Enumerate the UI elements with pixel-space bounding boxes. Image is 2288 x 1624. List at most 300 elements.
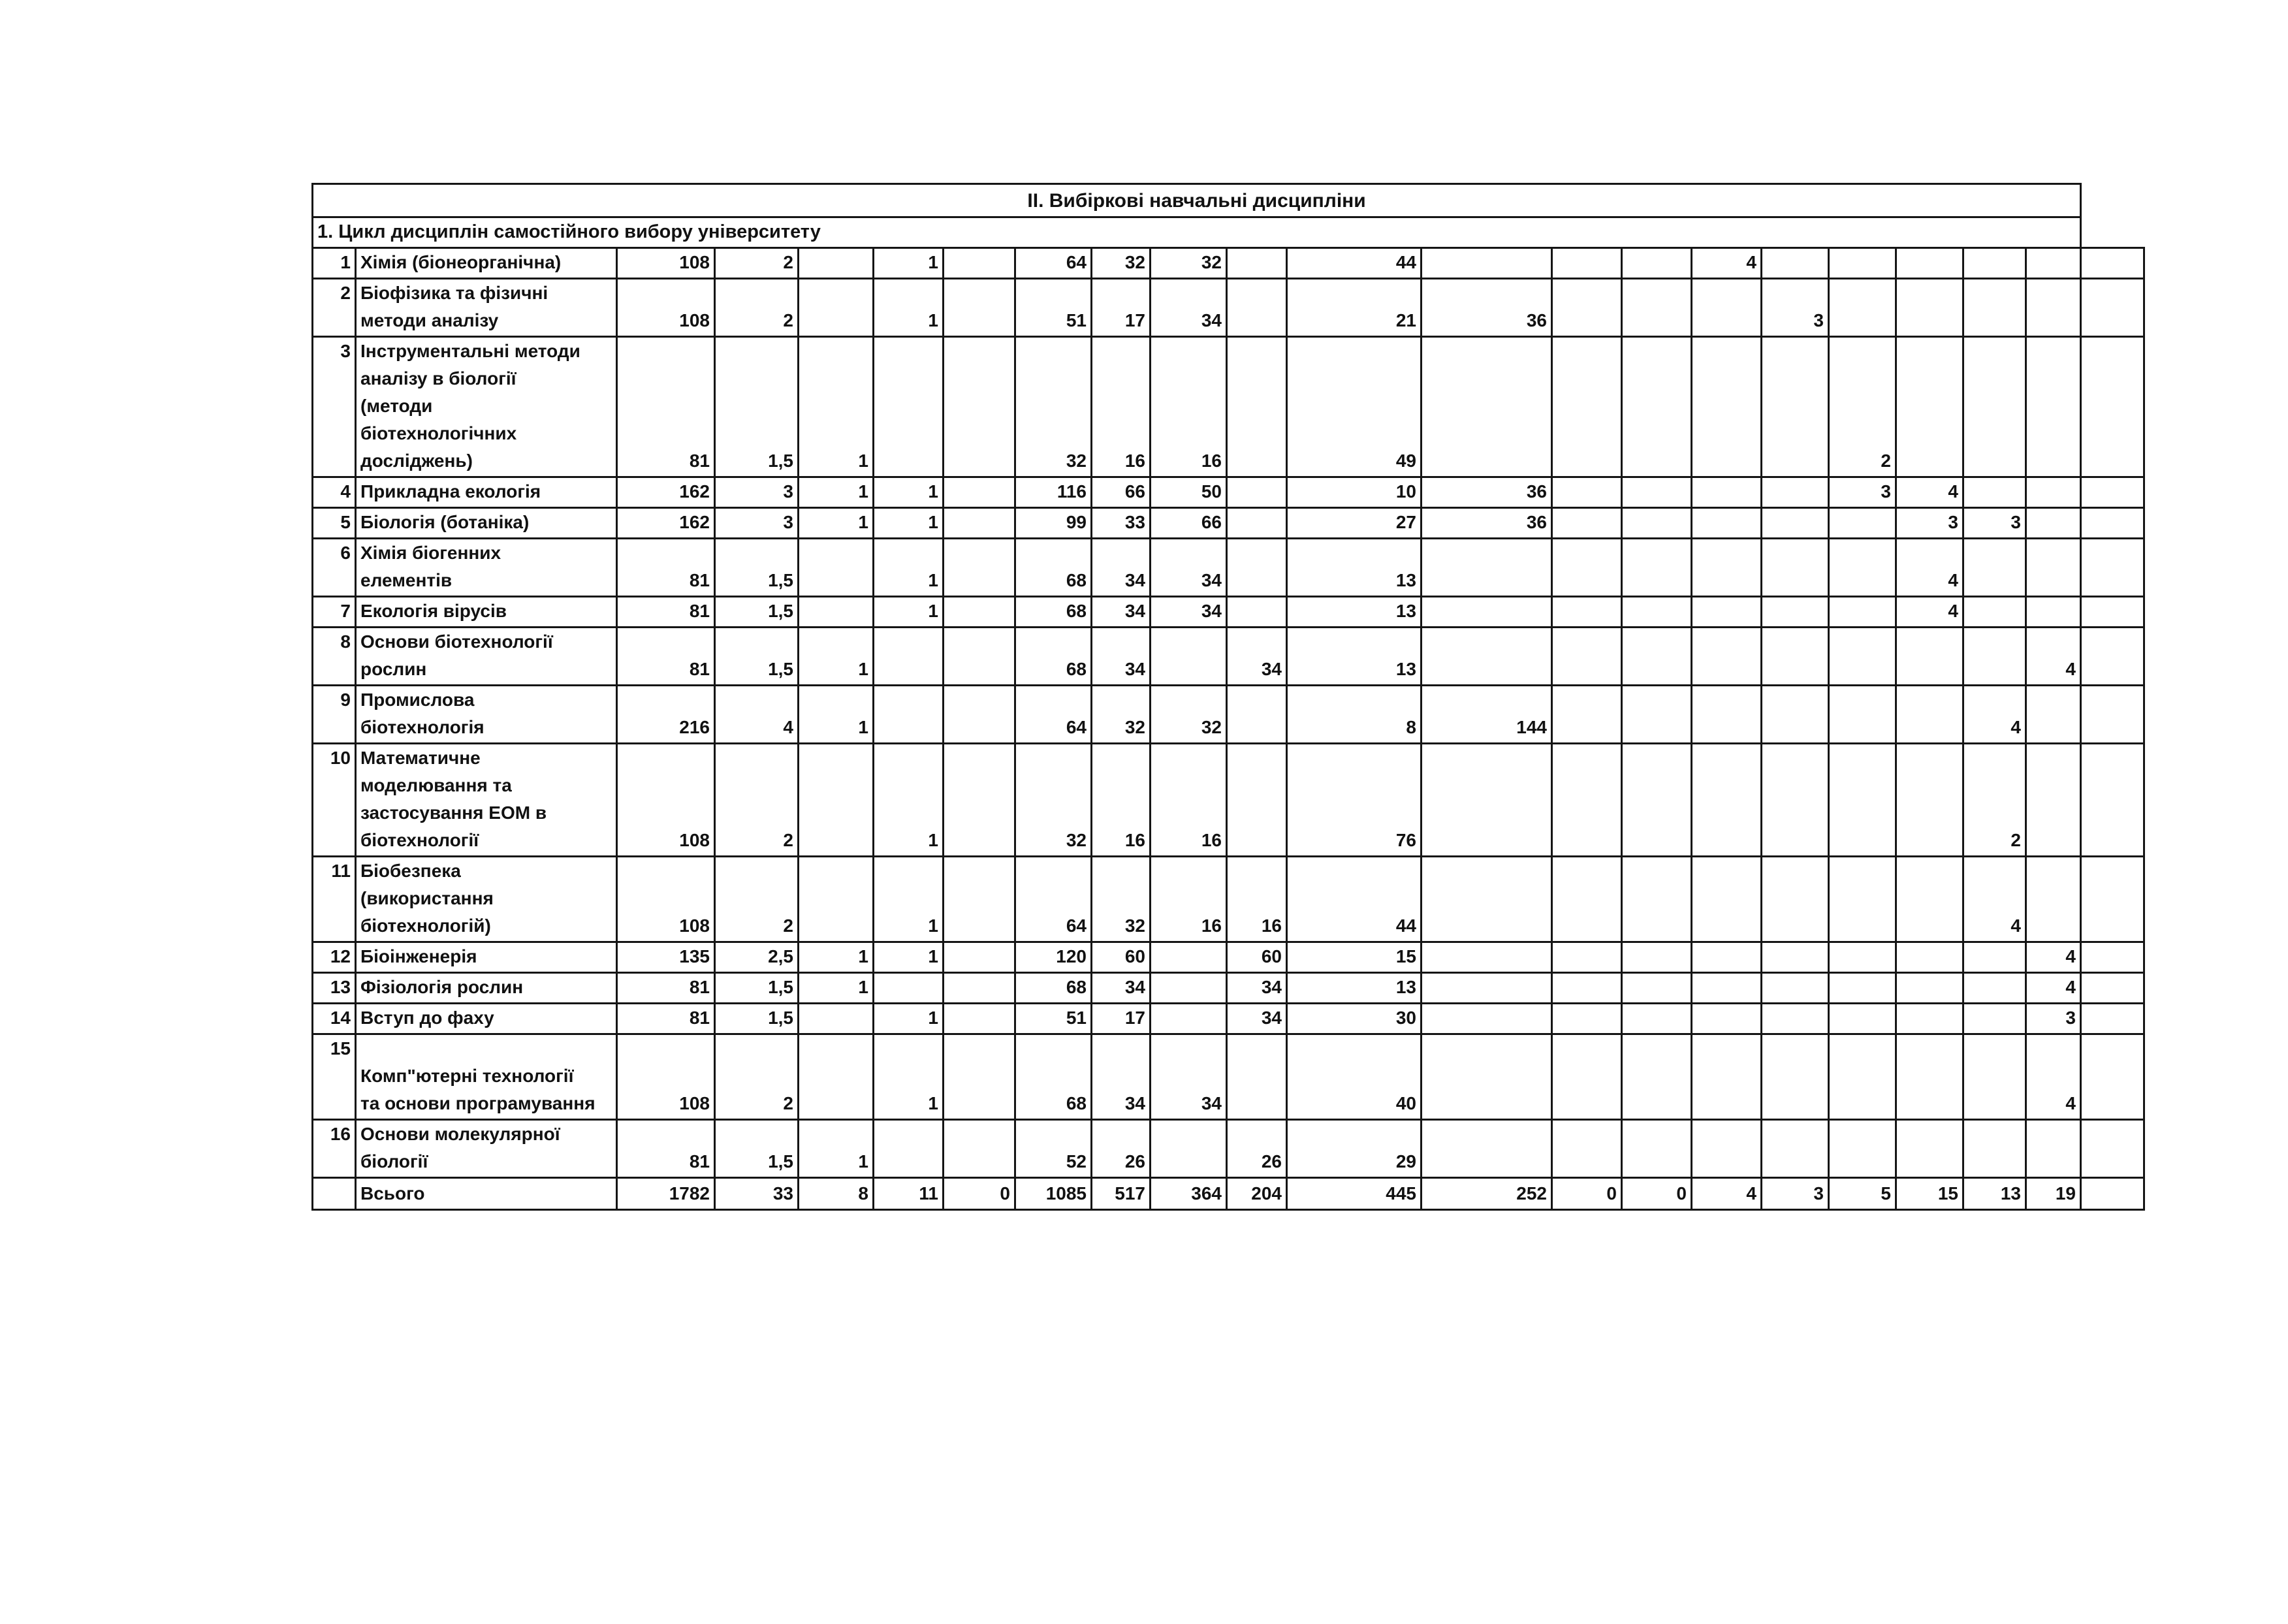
total-value: 13 bbox=[1963, 1178, 2026, 1210]
cell-value: 81 bbox=[617, 628, 715, 686]
total-value: 252 bbox=[1422, 1178, 1552, 1210]
cell-value bbox=[2026, 279, 2081, 337]
cell-value bbox=[1552, 1034, 1622, 1120]
cell-value bbox=[1552, 508, 1622, 539]
cell-value bbox=[2026, 477, 2081, 508]
cell-value: 49 bbox=[1287, 337, 1422, 477]
cell-value bbox=[1622, 973, 1692, 1004]
cell-value bbox=[1692, 1004, 1762, 1034]
pad-cell bbox=[2081, 539, 2144, 597]
cell-value bbox=[1552, 539, 1622, 597]
cell-value: 81 bbox=[617, 597, 715, 628]
cell-value bbox=[1692, 337, 1762, 477]
cell-value bbox=[1692, 508, 1762, 539]
row-number: 1 bbox=[313, 248, 356, 279]
table-row bbox=[313, 1120, 2144, 1178]
cell-value bbox=[799, 744, 874, 857]
row-number: 16 bbox=[313, 1120, 356, 1178]
cell-value: 26 bbox=[1227, 1120, 1287, 1178]
cell-value: 17 bbox=[1092, 279, 1151, 337]
cell-value: 34 bbox=[1151, 597, 1227, 628]
cell-value: 4 bbox=[2026, 942, 2081, 973]
cell-value bbox=[1151, 628, 1227, 686]
cell-value: 51 bbox=[1015, 1004, 1092, 1034]
cell-value bbox=[1692, 942, 1762, 973]
cell-value bbox=[1963, 337, 2026, 477]
total-value: 5 bbox=[1829, 1178, 1896, 1210]
cell-value: 1 bbox=[874, 1004, 944, 1034]
cell-value bbox=[2026, 597, 2081, 628]
cell-value: 13 bbox=[1287, 597, 1422, 628]
cell-value bbox=[874, 1120, 944, 1178]
cell-value bbox=[1829, 1034, 1896, 1120]
pad-cell bbox=[2081, 248, 2144, 279]
cell-value: 34 bbox=[1092, 1034, 1151, 1120]
cell-value: 17 bbox=[1092, 1004, 1151, 1034]
cell-value bbox=[874, 686, 944, 744]
cell-value bbox=[1762, 942, 1829, 973]
cell-value: 34 bbox=[1227, 628, 1287, 686]
cell-value bbox=[1963, 942, 2026, 973]
total-value: 33 bbox=[715, 1178, 799, 1210]
cell-value bbox=[1552, 628, 1622, 686]
row-number: 3 bbox=[313, 337, 356, 477]
cell-value: 2 bbox=[1829, 337, 1896, 477]
total-value: 1782 bbox=[617, 1178, 715, 1210]
cell-value: 216 bbox=[617, 686, 715, 744]
cell-value bbox=[799, 248, 874, 279]
cell-value bbox=[1692, 539, 1762, 597]
pad-cell bbox=[2081, 477, 2144, 508]
discipline-name: Інструментальні методи аналізу в біології (методи біотехнологічних досліджень) bbox=[356, 337, 617, 477]
cell-value: 64 bbox=[1015, 686, 1092, 744]
cell-value: 64 bbox=[1015, 857, 1092, 942]
cell-value bbox=[1963, 279, 2026, 337]
cell-value: 108 bbox=[617, 857, 715, 942]
cell-value: 34 bbox=[1092, 628, 1151, 686]
cell-value bbox=[1552, 686, 1622, 744]
cell-value bbox=[1227, 279, 1287, 337]
cell-value: 34 bbox=[1227, 1004, 1287, 1034]
cell-value: 13 bbox=[1287, 628, 1422, 686]
total-empty-cell bbox=[313, 1178, 356, 1210]
total-value: 11 bbox=[874, 1178, 944, 1210]
cell-value: 30 bbox=[1287, 1004, 1422, 1034]
cell-value: 108 bbox=[617, 279, 715, 337]
cell-value: 34 bbox=[1151, 539, 1227, 597]
cell-value: 81 bbox=[617, 1004, 715, 1034]
cell-value: 50 bbox=[1151, 477, 1227, 508]
cell-value bbox=[1552, 248, 1622, 279]
cell-value bbox=[874, 337, 944, 477]
cell-value bbox=[1422, 857, 1552, 942]
cell-value: 3 bbox=[2026, 1004, 2081, 1034]
cell-value bbox=[1692, 279, 1762, 337]
cell-value bbox=[799, 857, 874, 942]
cell-value: 3 bbox=[715, 477, 799, 508]
cell-value bbox=[1896, 686, 1963, 744]
table-row bbox=[313, 628, 2144, 686]
cell-value bbox=[1422, 973, 1552, 1004]
pad-cell bbox=[2081, 1034, 2144, 1120]
cell-value: 36 bbox=[1422, 477, 1552, 508]
pad-cell bbox=[2081, 337, 2144, 477]
cell-value bbox=[944, 857, 1015, 942]
cell-value bbox=[944, 279, 1015, 337]
cell-value bbox=[1552, 1120, 1622, 1178]
cell-value bbox=[1896, 973, 1963, 1004]
table-row bbox=[313, 597, 2144, 628]
pad-cell bbox=[2081, 942, 2144, 973]
cell-value bbox=[944, 942, 1015, 973]
cell-value bbox=[1829, 597, 1896, 628]
cell-value bbox=[1151, 942, 1227, 973]
cell-value bbox=[1227, 686, 1287, 744]
cell-value bbox=[1422, 337, 1552, 477]
cell-value bbox=[944, 1004, 1015, 1034]
cell-value bbox=[1622, 1120, 1692, 1178]
cell-value bbox=[1422, 942, 1552, 973]
cell-value bbox=[1552, 973, 1622, 1004]
cell-value bbox=[1692, 597, 1762, 628]
discipline-name: Математичне моделювання та застосування ЕОМ в біотехнології bbox=[356, 744, 617, 857]
cell-value: 1 bbox=[874, 539, 944, 597]
cell-value: 120 bbox=[1015, 942, 1092, 973]
cell-value bbox=[1422, 744, 1552, 857]
cell-value: 32 bbox=[1151, 248, 1227, 279]
row-number: 5 bbox=[313, 508, 356, 539]
table-row bbox=[313, 337, 2144, 477]
discipline-name: Основи біотехнології рослин bbox=[356, 628, 617, 686]
row-number: 4 bbox=[313, 477, 356, 508]
cell-value: 13 bbox=[1287, 539, 1422, 597]
cell-value bbox=[1227, 744, 1287, 857]
row-number: 14 bbox=[313, 1004, 356, 1034]
row-number: 9 bbox=[313, 686, 356, 744]
cell-value: 1,5 bbox=[715, 628, 799, 686]
table-row bbox=[313, 942, 2144, 973]
cell-value bbox=[944, 248, 1015, 279]
cell-value: 1 bbox=[874, 942, 944, 973]
cell-value bbox=[1622, 942, 1692, 973]
cell-value bbox=[1762, 1034, 1829, 1120]
pad-cell bbox=[2081, 857, 2144, 942]
cell-value: 3 bbox=[715, 508, 799, 539]
cell-value: 1 bbox=[874, 508, 944, 539]
table-row bbox=[313, 744, 2144, 857]
cell-value: 1,5 bbox=[715, 1004, 799, 1034]
cell-value bbox=[1692, 686, 1762, 744]
cell-value: 27 bbox=[1287, 508, 1422, 539]
cell-value bbox=[1829, 686, 1896, 744]
cell-value bbox=[1692, 1034, 1762, 1120]
cell-value bbox=[2026, 508, 2081, 539]
cell-value: 81 bbox=[617, 337, 715, 477]
cell-value bbox=[1227, 337, 1287, 477]
cell-value: 2 bbox=[1963, 744, 2026, 857]
cell-value bbox=[1762, 508, 1829, 539]
cell-value: 33 bbox=[1092, 508, 1151, 539]
cell-value: 66 bbox=[1092, 477, 1151, 508]
cell-value: 1 bbox=[874, 597, 944, 628]
cell-value: 1 bbox=[874, 857, 944, 942]
discipline-name: Фізіологія рослин bbox=[356, 973, 617, 1004]
cell-value bbox=[799, 597, 874, 628]
cell-value bbox=[944, 1034, 1015, 1120]
cell-value bbox=[944, 477, 1015, 508]
cell-value bbox=[1963, 539, 2026, 597]
cell-value: 2 bbox=[715, 248, 799, 279]
cell-value bbox=[1151, 1004, 1227, 1034]
table-row bbox=[313, 973, 2144, 1004]
cell-value: 34 bbox=[1092, 539, 1151, 597]
discipline-name: Основи молекулярної біології bbox=[356, 1120, 617, 1178]
cell-value: 32 bbox=[1015, 337, 1092, 477]
total-label: Всього bbox=[356, 1178, 617, 1210]
cell-value: 2,5 bbox=[715, 942, 799, 973]
cell-value: 1 bbox=[799, 477, 874, 508]
cell-value bbox=[2026, 539, 2081, 597]
cell-value bbox=[1622, 477, 1692, 508]
total-value: 0 bbox=[1552, 1178, 1622, 1210]
cell-value: 1,5 bbox=[715, 337, 799, 477]
discipline-name: Промислова біотехнологія bbox=[356, 686, 617, 744]
cell-value bbox=[1762, 1120, 1829, 1178]
cell-value: 4 bbox=[1896, 597, 1963, 628]
cell-value: 32 bbox=[1092, 686, 1151, 744]
cell-value bbox=[1622, 279, 1692, 337]
cell-value bbox=[1896, 337, 1963, 477]
section-title: II. Вибіркові навчальні дисципліни bbox=[313, 184, 2081, 217]
row-number: 11 bbox=[313, 857, 356, 942]
cell-value: 1 bbox=[874, 477, 944, 508]
cell-value bbox=[1829, 942, 1896, 973]
cell-value bbox=[944, 597, 1015, 628]
cell-value bbox=[1692, 628, 1762, 686]
cell-value: 40 bbox=[1287, 1034, 1422, 1120]
cell-value bbox=[1622, 1004, 1692, 1034]
cell-value: 3 bbox=[1896, 508, 1963, 539]
cell-value: 162 bbox=[617, 508, 715, 539]
table-row bbox=[313, 508, 2144, 539]
row-number: 8 bbox=[313, 628, 356, 686]
cell-value: 4 bbox=[1692, 248, 1762, 279]
cell-value: 4 bbox=[2026, 973, 2081, 1004]
cell-value bbox=[1963, 1004, 2026, 1034]
cell-value bbox=[1762, 1004, 1829, 1034]
total-value: 3 bbox=[1762, 1178, 1829, 1210]
cell-value: 68 bbox=[1015, 539, 1092, 597]
cell-value: 1 bbox=[799, 942, 874, 973]
total-value: 8 bbox=[799, 1178, 874, 1210]
cell-value: 3 bbox=[1762, 279, 1829, 337]
discipline-name: Екологія вірусів bbox=[356, 597, 617, 628]
cell-value: 1,5 bbox=[715, 597, 799, 628]
cell-value: 36 bbox=[1422, 279, 1552, 337]
cell-value bbox=[1422, 1004, 1552, 1034]
total-value: 0 bbox=[944, 1178, 1015, 1210]
cell-value bbox=[799, 1004, 874, 1034]
cell-value bbox=[1422, 248, 1552, 279]
cell-value: 2 bbox=[715, 744, 799, 857]
total-value: 445 bbox=[1287, 1178, 1422, 1210]
cell-value bbox=[1151, 1120, 1227, 1178]
table-row bbox=[313, 1034, 2144, 1120]
cell-value: 108 bbox=[617, 248, 715, 279]
table-row bbox=[313, 279, 2144, 337]
cell-value bbox=[1622, 539, 1692, 597]
cell-value bbox=[1692, 1120, 1762, 1178]
cell-value bbox=[2026, 857, 2081, 942]
pad-cell bbox=[2081, 1178, 2144, 1210]
cell-value bbox=[1227, 597, 1287, 628]
cell-value bbox=[1963, 1034, 2026, 1120]
row-number: 12 bbox=[313, 942, 356, 973]
cell-value bbox=[799, 1034, 874, 1120]
row-number: 10 bbox=[313, 744, 356, 857]
cell-value bbox=[1829, 744, 1896, 857]
cell-value bbox=[1622, 857, 1692, 942]
cell-value bbox=[1422, 628, 1552, 686]
table-row bbox=[313, 686, 2144, 744]
cell-value bbox=[2026, 1120, 2081, 1178]
cell-value: 4 bbox=[1963, 686, 2026, 744]
cell-value: 60 bbox=[1227, 942, 1287, 973]
pad-cell bbox=[2081, 1004, 2144, 1034]
cell-value: 4 bbox=[1963, 857, 2026, 942]
cell-value: 1 bbox=[799, 973, 874, 1004]
cell-value bbox=[1829, 539, 1896, 597]
cell-value bbox=[1151, 973, 1227, 1004]
cell-value bbox=[1896, 248, 1963, 279]
cell-value bbox=[1552, 477, 1622, 508]
cell-value bbox=[1829, 857, 1896, 942]
cell-value: 16 bbox=[1092, 744, 1151, 857]
cell-value: 16 bbox=[1151, 337, 1227, 477]
cell-value: 108 bbox=[617, 744, 715, 857]
row-number: 2 bbox=[313, 279, 356, 337]
cell-value bbox=[1829, 248, 1896, 279]
cell-value: 1 bbox=[799, 508, 874, 539]
cell-value: 1 bbox=[874, 1034, 944, 1120]
cell-value: 4 bbox=[2026, 628, 2081, 686]
cell-value bbox=[1762, 597, 1829, 628]
total-row bbox=[313, 1178, 2144, 1210]
cell-value bbox=[944, 973, 1015, 1004]
cell-value: 32 bbox=[1015, 744, 1092, 857]
cell-value: 64 bbox=[1015, 248, 1092, 279]
discipline-name: Хімія біогенних елементів bbox=[356, 539, 617, 597]
cell-value: 13 bbox=[1287, 973, 1422, 1004]
total-value: 19 bbox=[2026, 1178, 2081, 1210]
cell-value: 34 bbox=[1151, 279, 1227, 337]
cell-value bbox=[1963, 248, 2026, 279]
cell-value bbox=[1896, 1034, 1963, 1120]
cell-value bbox=[1227, 248, 1287, 279]
cell-value: 1,5 bbox=[715, 973, 799, 1004]
cell-value bbox=[2026, 744, 2081, 857]
cell-value bbox=[1896, 628, 1963, 686]
cell-value bbox=[1227, 1034, 1287, 1120]
cell-value: 34 bbox=[1092, 973, 1151, 1004]
cell-value: 99 bbox=[1015, 508, 1092, 539]
cell-value: 1 bbox=[799, 337, 874, 477]
cell-value: 16 bbox=[1092, 337, 1151, 477]
discipline-name: Біоінженерія bbox=[356, 942, 617, 973]
cell-value bbox=[2026, 337, 2081, 477]
cell-value bbox=[944, 1120, 1015, 1178]
cell-value: 81 bbox=[617, 1120, 715, 1178]
cycle-title: 1. Цикл дисциплін самостійного вибору університету bbox=[313, 217, 2081, 248]
cell-value bbox=[1422, 1120, 1552, 1178]
cell-value: 4 bbox=[715, 686, 799, 744]
cell-value: 1 bbox=[799, 686, 874, 744]
cell-value bbox=[1622, 508, 1692, 539]
cell-value: 15 bbox=[1287, 942, 1422, 973]
cell-value bbox=[1422, 1034, 1552, 1120]
cell-value: 1 bbox=[874, 279, 944, 337]
pad-cell bbox=[2081, 508, 2144, 539]
discipline-name: Біологія (ботаніка) bbox=[356, 508, 617, 539]
cell-value bbox=[1227, 477, 1287, 508]
pad-cell bbox=[2081, 686, 2144, 744]
cell-value: 2 bbox=[715, 1034, 799, 1120]
cell-value: 108 bbox=[617, 1034, 715, 1120]
cell-value: 68 bbox=[1015, 1034, 1092, 1120]
cell-value: 34 bbox=[1227, 973, 1287, 1004]
cell-value: 52 bbox=[1015, 1120, 1092, 1178]
cell-value bbox=[1552, 942, 1622, 973]
cell-value bbox=[1896, 744, 1963, 857]
cell-value bbox=[1622, 628, 1692, 686]
cell-value: 21 bbox=[1287, 279, 1422, 337]
cell-value: 3 bbox=[1829, 477, 1896, 508]
cell-value bbox=[874, 973, 944, 1004]
cell-value: 3 bbox=[1963, 508, 2026, 539]
cell-value: 81 bbox=[617, 973, 715, 1004]
cell-value: 44 bbox=[1287, 248, 1422, 279]
discipline-name: Біобезпека (використання біотехнологій) bbox=[356, 857, 617, 942]
cell-value bbox=[1963, 628, 2026, 686]
cell-value bbox=[1552, 744, 1622, 857]
cell-value: 29 bbox=[1287, 1120, 1422, 1178]
cell-value bbox=[1762, 248, 1829, 279]
table-row bbox=[313, 1004, 2144, 1034]
cell-value bbox=[944, 628, 1015, 686]
row-number: 13 bbox=[313, 973, 356, 1004]
cell-value bbox=[1762, 477, 1829, 508]
cell-value bbox=[1829, 279, 1896, 337]
cell-value: 1 bbox=[874, 248, 944, 279]
cell-value bbox=[1692, 744, 1762, 857]
cell-value: 1 bbox=[874, 744, 944, 857]
cell-value bbox=[1622, 1034, 1692, 1120]
cell-value bbox=[1762, 686, 1829, 744]
cell-value bbox=[1896, 857, 1963, 942]
cell-value bbox=[1963, 597, 2026, 628]
cell-value: 10 bbox=[1287, 477, 1422, 508]
table-row bbox=[313, 477, 2144, 508]
cell-value bbox=[1552, 597, 1622, 628]
cell-value: 68 bbox=[1015, 628, 1092, 686]
cell-value bbox=[1762, 744, 1829, 857]
total-value: 204 bbox=[1227, 1178, 1287, 1210]
cell-value: 116 bbox=[1015, 477, 1092, 508]
cell-value: 44 bbox=[1287, 857, 1422, 942]
cell-value bbox=[1762, 973, 1829, 1004]
cell-value: 34 bbox=[1092, 597, 1151, 628]
cell-value: 4 bbox=[2026, 1034, 2081, 1120]
